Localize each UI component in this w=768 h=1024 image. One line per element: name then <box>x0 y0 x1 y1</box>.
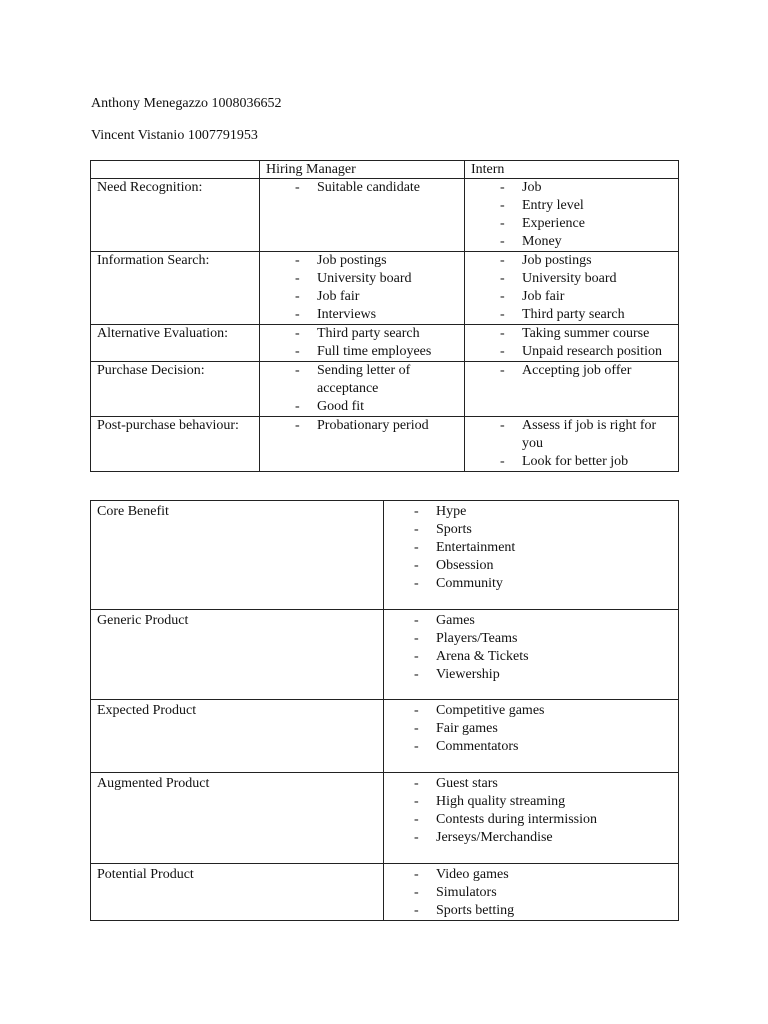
list-item: - Accepting job offer <box>471 362 674 380</box>
bullet-list <box>390 503 672 593</box>
list-item: - Job postings <box>266 252 460 270</box>
list-item: - High quality streaming <box>390 793 672 811</box>
bullet-list <box>266 179 460 197</box>
manager-cell <box>260 417 465 472</box>
product-items-cell <box>384 700 679 773</box>
product-level-label: Generic Product <box>91 610 384 700</box>
buying-process-table <box>90 160 679 472</box>
list-item: - Community <box>390 575 672 593</box>
stage-label: Information Search: <box>91 252 260 325</box>
header-cell-empty <box>91 161 260 179</box>
bullet-list <box>471 252 674 324</box>
table-header-row <box>91 161 679 179</box>
intern-cell <box>465 325 679 362</box>
table-row <box>91 864 679 921</box>
table-row <box>91 325 679 362</box>
intern-cell <box>465 417 679 472</box>
manager-cell <box>260 325 465 362</box>
table-row <box>91 417 679 472</box>
list-item: - Look for better job <box>471 453 674 471</box>
list-item: - Hype <box>390 503 672 521</box>
list-item: - Video games <box>390 866 672 884</box>
bullet-list <box>390 775 672 847</box>
list-item: - Third party search <box>266 325 460 343</box>
list-item: - Probationary period <box>266 417 460 435</box>
bullet-list <box>266 325 460 361</box>
list-item: - Taking summer course <box>471 325 674 343</box>
header-cell-intern: Intern <box>465 161 679 179</box>
list-item: - Simulators <box>390 884 672 902</box>
product-level-label: Potential Product <box>91 864 384 921</box>
product-items-cell <box>384 773 679 864</box>
stage-label: Purchase Decision: <box>91 362 260 417</box>
intern-cell <box>465 179 679 252</box>
bullet-list <box>390 612 672 684</box>
bullet-list <box>471 362 674 380</box>
bullet-list <box>390 702 672 756</box>
table-row <box>91 700 679 773</box>
list-item: - Job <box>471 179 674 197</box>
product-level-label: Augmented Product <box>91 773 384 864</box>
author-line: Anthony Menegazzo 1008036652 <box>91 96 282 111</box>
bullet-list <box>266 417 460 435</box>
list-item: - Money <box>471 233 674 251</box>
list-item: - Fair games <box>390 720 672 738</box>
bullet-list <box>266 252 460 324</box>
list-item: - University board <box>471 270 674 288</box>
list-item: - Sports <box>390 521 672 539</box>
list-item: - Guest stars <box>390 775 672 793</box>
list-item: - Experience <box>471 215 674 233</box>
product-items-cell <box>384 610 679 700</box>
manager-cell <box>260 179 465 252</box>
intern-cell <box>465 362 679 417</box>
product-level-label: Expected Product <box>91 700 384 773</box>
list-item: - University board <box>266 270 460 288</box>
list-item: - Obsession <box>390 557 672 575</box>
list-item: - Job fair <box>266 288 460 306</box>
list-item: - Viewership <box>390 666 672 684</box>
manager-cell <box>260 362 465 417</box>
list-item: - Interviews <box>266 306 460 324</box>
list-item: - Sports betting <box>390 902 672 920</box>
list-item: - Job postings <box>471 252 674 270</box>
stage-label: Alternative Evaluation: <box>91 325 260 362</box>
table-row <box>91 501 679 610</box>
list-item: - Games <box>390 612 672 630</box>
list-item: - Assess if job is right for you <box>471 417 674 453</box>
list-item: - Suitable candidate <box>266 179 460 197</box>
product-level-label: Core Benefit <box>91 501 384 610</box>
stage-label: Need Recognition: <box>91 179 260 252</box>
manager-cell <box>260 252 465 325</box>
table-row <box>91 252 679 325</box>
table-row <box>91 610 679 700</box>
bullet-list <box>471 417 674 471</box>
list-item: - Jerseys/Merchandise <box>390 829 672 847</box>
list-item: - Good fit <box>266 398 460 416</box>
product-items-cell <box>384 501 679 610</box>
list-item: - Players/Teams <box>390 630 672 648</box>
list-item: - Third party search <box>471 306 674 324</box>
list-item: - Entry level <box>471 197 674 215</box>
stage-label: Post-purchase behaviour: <box>91 417 260 472</box>
bullet-list <box>390 866 672 920</box>
table-row <box>91 179 679 252</box>
author-line: Vincent Vistanio 1007791953 <box>91 128 258 143</box>
list-item: - Full time employees <box>266 343 460 361</box>
header-cell-hiring-manager: Hiring Manager <box>260 161 465 179</box>
table-row <box>91 362 679 417</box>
table-row <box>91 773 679 864</box>
bullet-list <box>471 325 674 361</box>
product-levels-table <box>90 500 679 921</box>
list-item: - Contests during intermission <box>390 811 672 829</box>
bullet-list <box>266 362 460 416</box>
list-item: - Commentators <box>390 738 672 756</box>
list-item: - Arena & Tickets <box>390 648 672 666</box>
intern-cell <box>465 252 679 325</box>
list-item: - Unpaid research position <box>471 343 674 361</box>
product-items-cell <box>384 864 679 921</box>
list-item: - Competitive games <box>390 702 672 720</box>
list-item: - Sending letter of acceptance <box>266 362 460 398</box>
bullet-list <box>471 179 674 251</box>
list-item: - Job fair <box>471 288 674 306</box>
list-item: - Entertainment <box>390 539 672 557</box>
